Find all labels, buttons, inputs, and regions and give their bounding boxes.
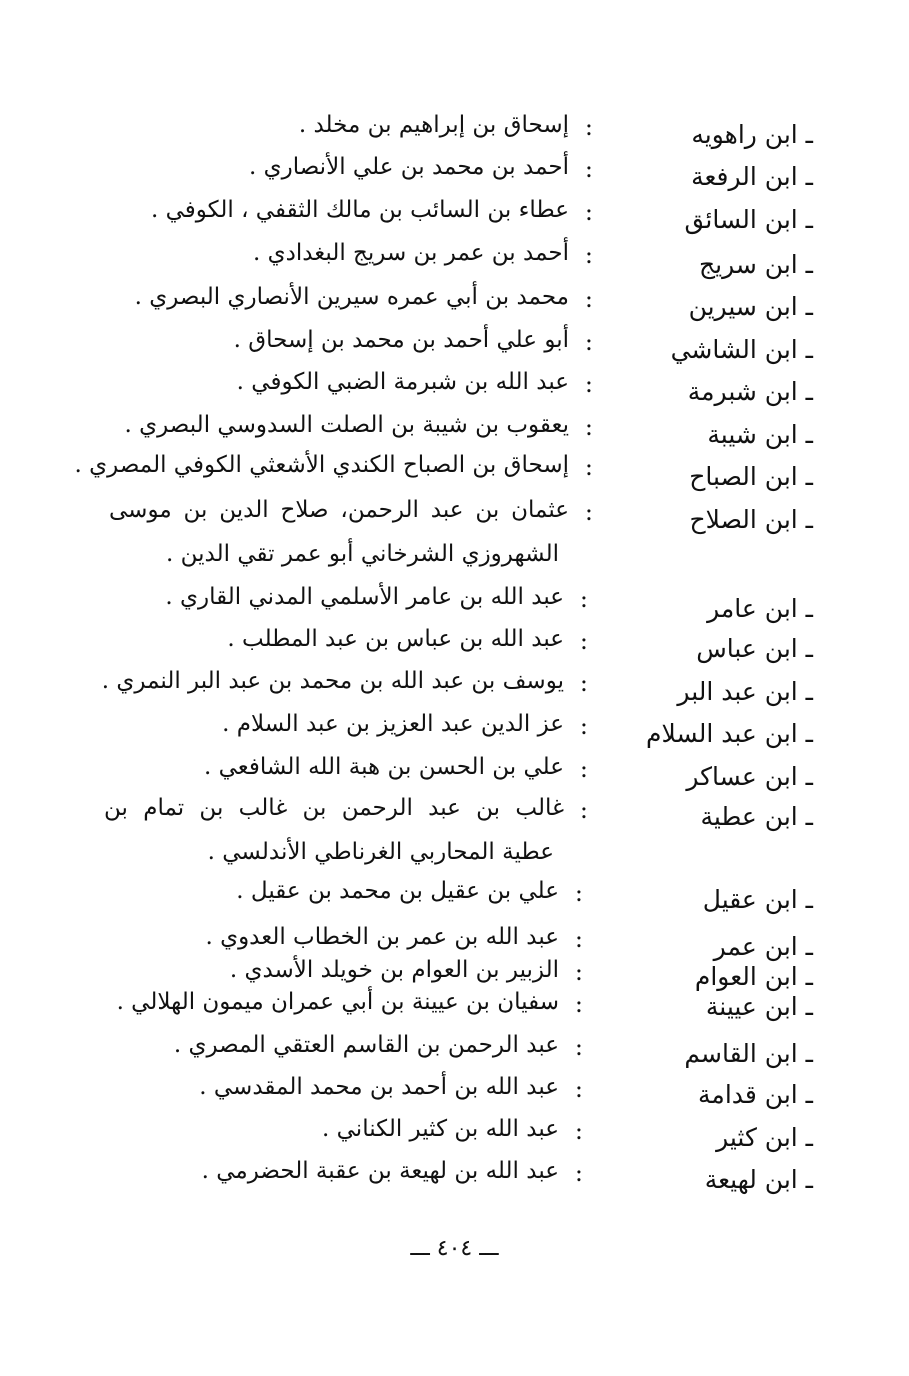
entry-description-line: عبد الله بن عباس بن عبد المطلب .	[227, 626, 564, 652]
entry-name: ـ ابن عامر	[707, 594, 813, 623]
entry-description-line: أحمد بن محمد بن علي الأنصاري .	[249, 154, 569, 180]
entry-description-line: عبد الله بن لهيعة بن عقبة الحضرمي .	[201, 1158, 559, 1184]
entry-name: ـ ابن لهيعة	[704, 1165, 813, 1194]
entry-name: ـ ابن عطية	[700, 802, 813, 831]
entry-description-line: سفيان بن عيينة بن أبي عمران ميمون الهلالي .	[116, 989, 559, 1015]
entry-name: ـ ابن الرفعة	[691, 162, 813, 191]
entry-name: ـ ابن الصلاح	[689, 505, 813, 534]
entry-description-line: أحمد بن عمر بن سريج البغدادي .	[252, 240, 569, 266]
entry-description-line: يعقوب بن شيبة بن الصلت السدوسي البصري .	[124, 412, 569, 438]
entry-colon: :	[579, 627, 588, 655]
entry-description	[109, 408, 569, 442]
entry-name: ـ ابن العوام	[694, 962, 813, 991]
entry-colon: :	[579, 712, 588, 740]
entry-description	[99, 1070, 559, 1104]
entry-description-line: أبو علي أحمد بن محمد بن إسحاق .	[233, 327, 569, 353]
entry-description	[109, 323, 569, 357]
entry-name: ـ ابن سيرين	[688, 292, 813, 321]
entry-name: ـ ابن الشاشي	[670, 335, 813, 364]
entry-description-line: عبد الله بن شبرمة الضبي الكوفي .	[236, 369, 569, 395]
entry-colon: :	[584, 328, 593, 356]
entry-colon: :	[574, 990, 583, 1018]
entry-description-line: عبد الله بن عامر الأسلمي المدني القاري .	[165, 584, 564, 610]
entry-description	[109, 493, 569, 571]
entry-description-line: يوسف بن عبد الله بن محمد بن عبد البر النمري .	[101, 668, 564, 694]
entry-colon: :	[579, 585, 588, 613]
entry-description-line: عبد الله بن عمر بن الخطاب العدوي .	[205, 924, 559, 950]
entry-description-line: عبد الله بن كثير الكناني .	[322, 1116, 559, 1142]
entry-colon: :	[584, 241, 593, 269]
entry-name: ـ ابن عباس	[696, 634, 813, 663]
entry-description	[101, 664, 564, 698]
entry-name: ـ ابن عمر	[713, 932, 813, 961]
entry-colon: :	[574, 1159, 583, 1187]
entry-colon: :	[584, 113, 593, 141]
entry-colon: :	[574, 1117, 583, 1145]
entry-colon: :	[579, 796, 588, 824]
entry-description	[104, 580, 564, 614]
entry-description-continuation: الشهروزي الشرخاني أبو عمر تقي الدين .	[166, 541, 559, 567]
entry-description	[99, 985, 559, 1019]
entry-description	[104, 622, 564, 656]
entry-name: ـ ابن كثير	[716, 1123, 813, 1152]
entry-name: ـ ابن عيينة	[705, 992, 813, 1021]
entry-description	[74, 448, 569, 482]
entry-name: ـ ابن سريج	[699, 250, 813, 279]
entry-description-line: علي بن عقيل بن محمد بن عقيل .	[236, 878, 559, 904]
entry-colon: :	[579, 669, 588, 697]
entry-name: ـ ابن شيبة	[707, 420, 813, 449]
entry-description-line: عبد الرحمن بن القاسم العتقي المصري .	[173, 1032, 559, 1058]
entry-name: ـ ابن عبد السلام	[646, 719, 813, 748]
entry-description	[99, 920, 559, 954]
entry-colon: :	[584, 285, 593, 313]
entry-description-line: عز الدين عبد العزيز بن عبد السلام .	[222, 711, 564, 737]
entry-colon: :	[574, 1075, 583, 1103]
entry-description-line: إسحاق بن إبراهيم بن مخلد .	[298, 112, 569, 138]
entry-description	[109, 280, 569, 314]
entry-description	[109, 150, 569, 184]
entry-name: ـ ابن القاسم	[684, 1039, 813, 1068]
entry-name: ـ ابن عساكر	[686, 762, 813, 791]
entry-description	[109, 365, 569, 399]
entry-description	[109, 108, 569, 142]
entry-description-line: عطاء بن السائب بن مالك الثقفي ، الكوفي .	[150, 197, 569, 223]
entry-description	[104, 707, 564, 741]
entry-description	[99, 953, 559, 987]
entry-name: ـ ابن قدامة	[698, 1080, 813, 1109]
entry-description	[109, 193, 569, 227]
entry-description	[104, 791, 564, 869]
entry-description	[99, 1028, 559, 1062]
entry-colon: :	[584, 370, 593, 398]
entry-colon: :	[574, 1033, 583, 1061]
entry-name: ـ ابن الصباح	[689, 462, 813, 491]
entry-colon: :	[584, 453, 593, 481]
entry-colon: :	[584, 498, 593, 526]
entry-description-line: الزبير بن العوام بن خويلد الأسدي .	[229, 957, 559, 983]
entry-colon: :	[584, 198, 593, 226]
entry-description	[99, 1154, 559, 1188]
entry-colon: :	[574, 925, 583, 953]
entry-name: ـ ابن عبد البر	[677, 677, 813, 706]
entry-colon: :	[579, 755, 588, 783]
entry-name: ـ ابن عقيل	[702, 885, 813, 914]
entry-description	[99, 1112, 559, 1146]
entry-description-line: عبد الله بن أحمد بن محمد المقدسي .	[199, 1074, 559, 1100]
entry-colon: :	[584, 413, 593, 441]
entry-description-line: عثمان بن عبد الرحمن، صلاح الدين بن موسى	[109, 497, 569, 523]
entry-description-continuation: عطية المحاربي الغرناطي الأندلسي .	[207, 839, 554, 865]
entry-description	[109, 236, 569, 270]
entry-description	[99, 874, 559, 908]
entry-description-line: محمد بن أبي عمره سيرين الأنصاري البصري .	[134, 284, 569, 310]
entry-description-line: غالب بن عبد الرحمن بن غالب بن تمام بن	[104, 795, 564, 821]
entry-description-line: إسحاق بن الصباح الكندي الأشعثي الكوفي المصري .	[74, 452, 569, 478]
entry-colon: :	[574, 958, 583, 986]
entry-name: ـ ابن راهويه	[691, 120, 813, 149]
page-number: ـــ ٤٠٤ ـــ	[410, 1236, 499, 1261]
entry-colon: :	[574, 879, 583, 907]
entry-name: ـ ابن السائق	[684, 205, 813, 234]
entry-colon: :	[584, 155, 593, 183]
entry-name: ـ ابن شبرمة	[687, 377, 813, 406]
entry-description	[104, 750, 564, 784]
entry-description-line: علي بن الحسن بن هبة الله الشافعي .	[203, 754, 564, 780]
